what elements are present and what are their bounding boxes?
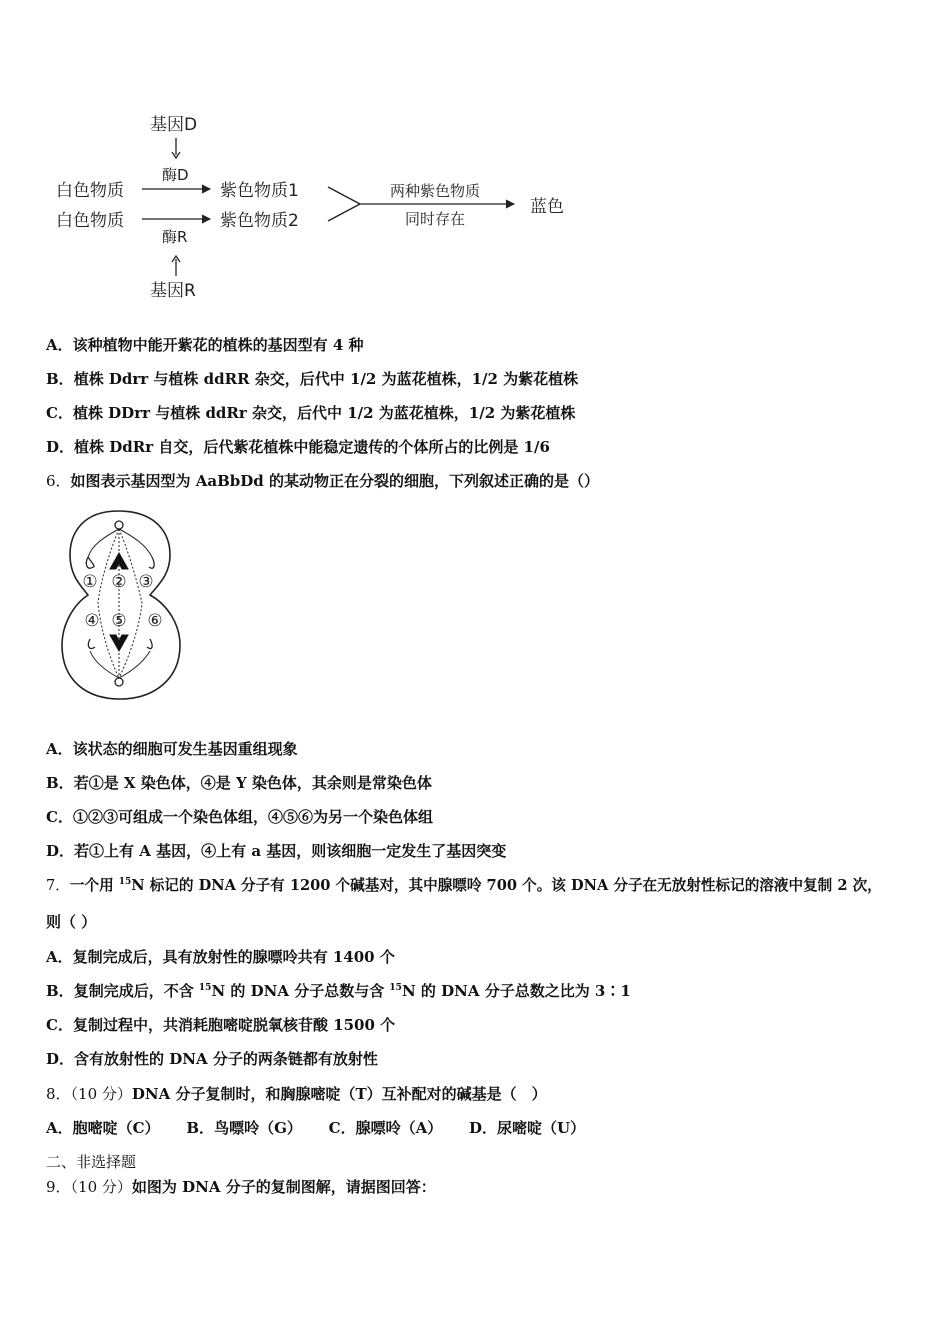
coexist-label-line2: 同时存在 [405, 210, 466, 228]
coexist-label-line1: 两种紫色物质 [390, 182, 481, 200]
q7-option-b: B．复制完成后，不含 $^{15}$N 的 DNA 分子总数与含 $^{15}$N 的 DNA 分子总数之比为 3∶1 [46, 982, 631, 1000]
q8-stem: 8．（10 分）DNA 分子复制时，和胸腺嘧啶（T）互补配对的碱基是（ ） [46, 1085, 547, 1103]
purple-substance-2: 紫色物质2 [220, 211, 299, 231]
q7-option-c: C．复制过程中，共消耗胞嘧啶脱氧核苷酸 1500 个 [46, 1016, 396, 1034]
pigment-pathway-figure [50, 100, 590, 310]
cell-label-6: ⑥ [147, 611, 163, 631]
q6-stem: 6．如图表示基因型为 AaBbDd 的某动物正在分裂的细胞，下列叙述正确的是（） [46, 472, 600, 490]
q6-option-a: A．该状态的细胞可发生基因重组现象 [46, 740, 298, 758]
cell-outline [62, 511, 180, 699]
white-substance-1: 白色物质 [56, 181, 124, 201]
purple-substance-1: 紫色物质1 [220, 181, 299, 201]
centrosome-bottom [115, 678, 123, 686]
q8-options: A．胞嘧啶（C） B．鸟嘌呤（G） C．腺嘌呤（A） D．尿嘧啶（U） [46, 1119, 586, 1137]
q7-stem-line2: 则（ ） [46, 913, 97, 931]
q6-option-d: D．若①上有 A 基因，④上有 a 基因，则该细胞一定发生了基因突变 [46, 842, 507, 860]
cell-label-2: ② [111, 572, 127, 592]
enzyme-r-label: 酶R [162, 228, 188, 246]
enzyme-d-label: 酶D [162, 166, 189, 184]
section-title: 二、非选择题 [46, 1153, 137, 1171]
blue-label: 蓝色 [530, 197, 564, 217]
dividing-cell-figure [58, 505, 188, 705]
q9-stem: 9．（10 分）如图为 DNA 分子的复制图解，请据图回答： [46, 1178, 436, 1196]
cell-label-3: ③ [138, 572, 154, 592]
q6-option-b: B．若①是 X 染色体，④是 Y 染色体，其余则是常染色体 [46, 774, 432, 792]
q7-stem: 7．一个用 $^{15}$N 标记的 DNA 分子有 1200 个碱基对，其中腺嘌呤 700 个。该 DNA 分子在无放射性标记的溶液中复制 2 次， [46, 877, 882, 894]
q5-option-c: C．植株 DDrr 与植株 ddRr 杂交，后代中 1/2 为蓝花植株，1/2 为紫花植株 [46, 404, 576, 422]
gene-d-label: 基因D [150, 115, 198, 135]
cell-label-4: ④ [84, 611, 100, 631]
cell-label-1: ① [82, 572, 98, 592]
white-substance-2: 白色物质 [56, 211, 124, 231]
q7-option-d: D．含有放射性的 DNA 分子的两条链都有放射性 [46, 1050, 378, 1068]
q5-option-b: B．植株 Ddrr 与植株 ddRR 杂交，后代中 1/2 为蓝花植株，1/2 为紫花植株 [46, 370, 579, 388]
q5-option-a: A．该种植物中能开紫花的植株的基因型有 4 种 [46, 336, 364, 354]
q6-option-c: C．①②③可组成一个染色体组，④⑤⑥为另一个染色体组 [46, 808, 433, 826]
cell-label-5: ⑤ [111, 611, 127, 631]
gene-r-label: 基因R [150, 281, 196, 301]
centrosome-top [115, 521, 123, 529]
q5-option-d: D．植株 DdRr 自交，后代紫花植株中能稳定遗传的个体所占的比例是 1/6 [46, 438, 550, 456]
q7-option-a: A．复制完成后，具有放射性的腺嘌呤共有 1400 个 [46, 948, 395, 966]
